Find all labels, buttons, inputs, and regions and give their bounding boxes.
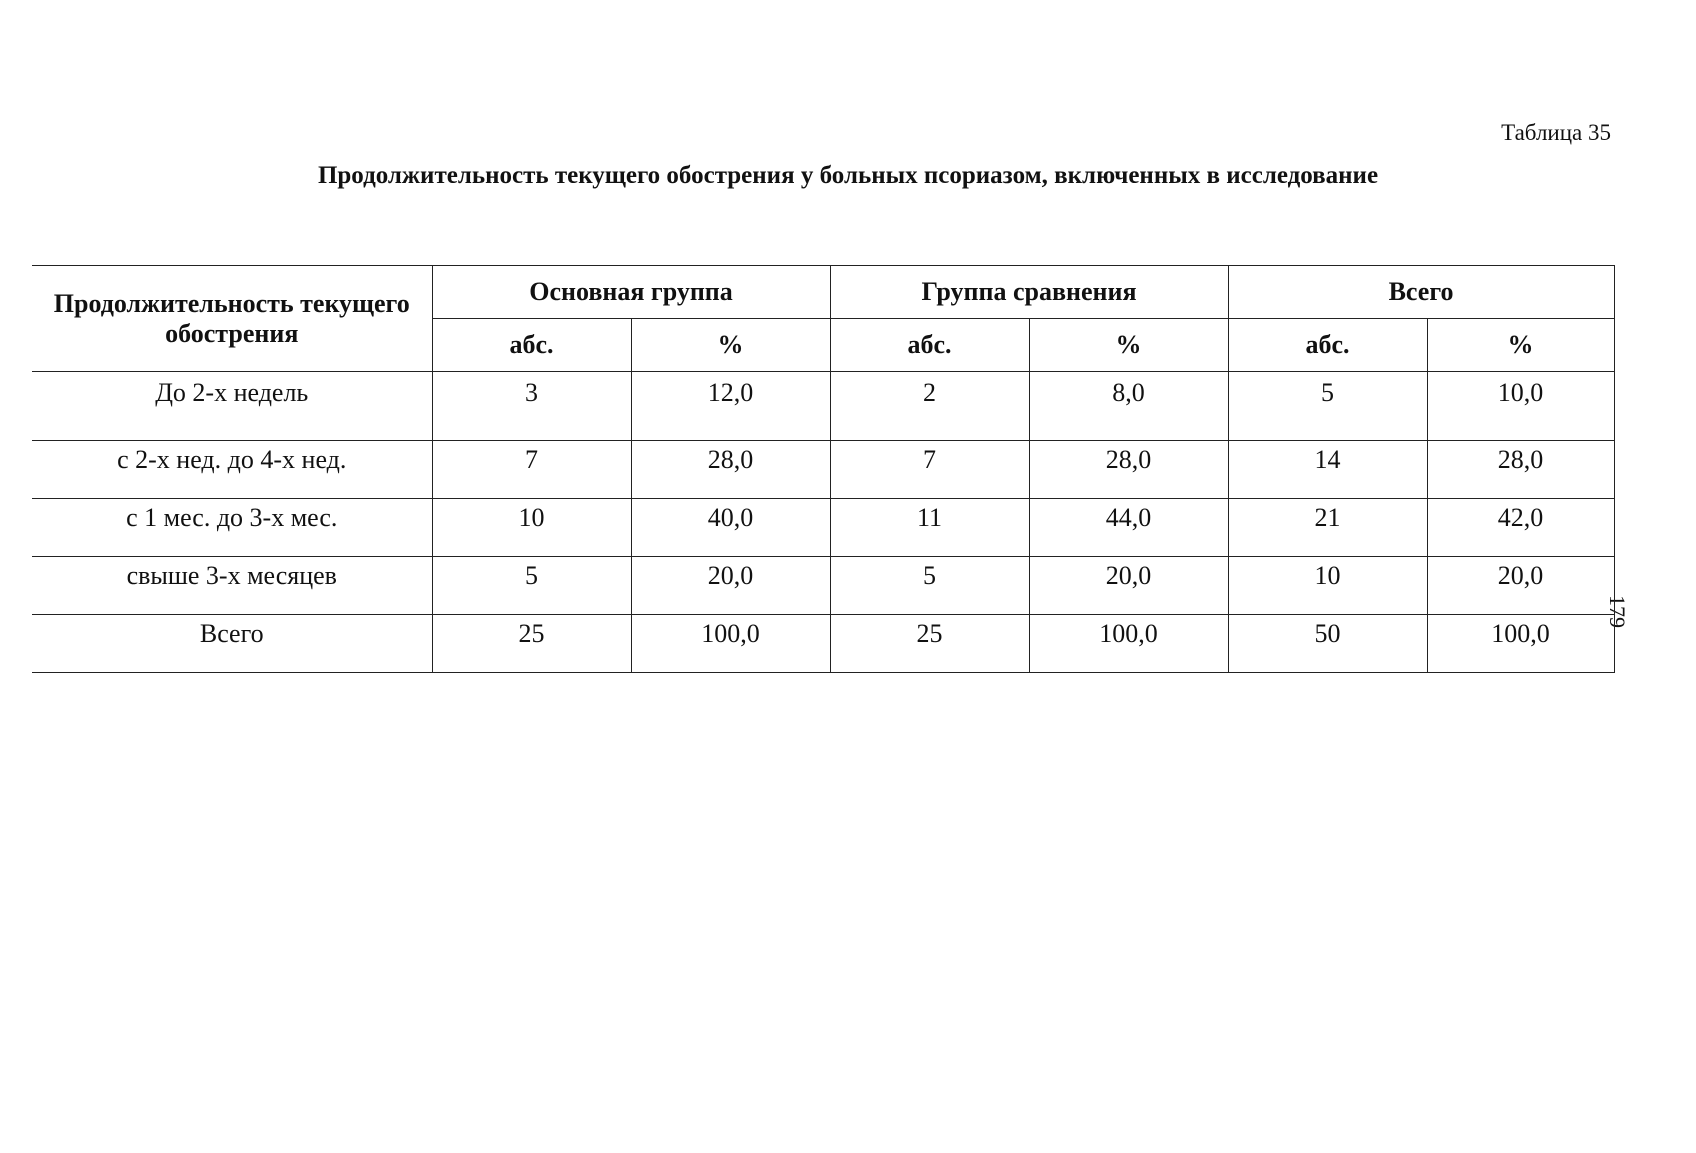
cell-value: 20,0 <box>1427 557 1614 615</box>
cell-value: 5 <box>830 557 1029 615</box>
row-label: с 1 мес. до 3-х мес. <box>32 499 432 557</box>
table-row <box>32 441 1614 499</box>
cell-value: 3 <box>432 372 631 441</box>
header-main-group: Основная группа <box>432 266 830 319</box>
cell-value: 12,0 <box>631 372 830 441</box>
cell-value: 7 <box>432 441 631 499</box>
cell-value: 20,0 <box>631 557 830 615</box>
subheader-pct: % <box>1029 319 1228 372</box>
cell-value: 5 <box>432 557 631 615</box>
data-table <box>32 265 1615 673</box>
subheader-abs: абс. <box>1228 319 1427 372</box>
table-row <box>32 557 1614 615</box>
cell-value: 44,0 <box>1029 499 1228 557</box>
subheader-abs: абс. <box>432 319 631 372</box>
table-row <box>32 372 1614 441</box>
row-label: Всего <box>32 615 432 673</box>
cell-value: 100,0 <box>1427 615 1614 673</box>
cell-value: 10,0 <box>1427 372 1614 441</box>
table-number: Таблица 35 <box>1501 120 1611 145</box>
cell-value: 14 <box>1228 441 1427 499</box>
cell-value: 42,0 <box>1427 499 1614 557</box>
cell-value: 2 <box>830 372 1029 441</box>
cell-value: 28,0 <box>1427 441 1614 499</box>
cell-value: 100,0 <box>1029 615 1228 673</box>
header-row-groups <box>32 266 1614 319</box>
cell-value: 10 <box>1228 557 1427 615</box>
cell-value: 11 <box>830 499 1029 557</box>
table-row <box>32 499 1614 557</box>
cell-value: 10 <box>432 499 631 557</box>
subheader-pct: % <box>1427 319 1614 372</box>
cell-value: 25 <box>830 615 1029 673</box>
cell-value: 28,0 <box>631 441 830 499</box>
cell-value: 20,0 <box>1029 557 1228 615</box>
header-duration: Продолжительность текущего обострения <box>32 266 432 372</box>
table-row-total <box>32 615 1614 673</box>
page-number: 179 <box>1605 595 1630 628</box>
cell-value: 7 <box>830 441 1029 499</box>
header-comparison-group: Группа сравнения <box>830 266 1228 319</box>
cell-value: 21 <box>1228 499 1427 557</box>
cell-value: 28,0 <box>1029 441 1228 499</box>
subheader-pct: % <box>631 319 830 372</box>
row-label: До 2-х недель <box>32 372 432 441</box>
table-title: Продолжительность текущего обострения у больных псориазом, включенных в исследование <box>317 162 1379 189</box>
cell-value: 100,0 <box>631 615 830 673</box>
row-label: с 2-х нед. до 4-х нед. <box>32 441 432 499</box>
cell-value: 25 <box>432 615 631 673</box>
cell-value: 50 <box>1228 615 1427 673</box>
cell-value: 40,0 <box>631 499 830 557</box>
row-label: свыше 3-х месяцев <box>32 557 432 615</box>
header-total: Всего <box>1228 266 1614 319</box>
cell-value: 5 <box>1228 372 1427 441</box>
subheader-abs: абс. <box>830 319 1029 372</box>
cell-value: 8,0 <box>1029 372 1228 441</box>
